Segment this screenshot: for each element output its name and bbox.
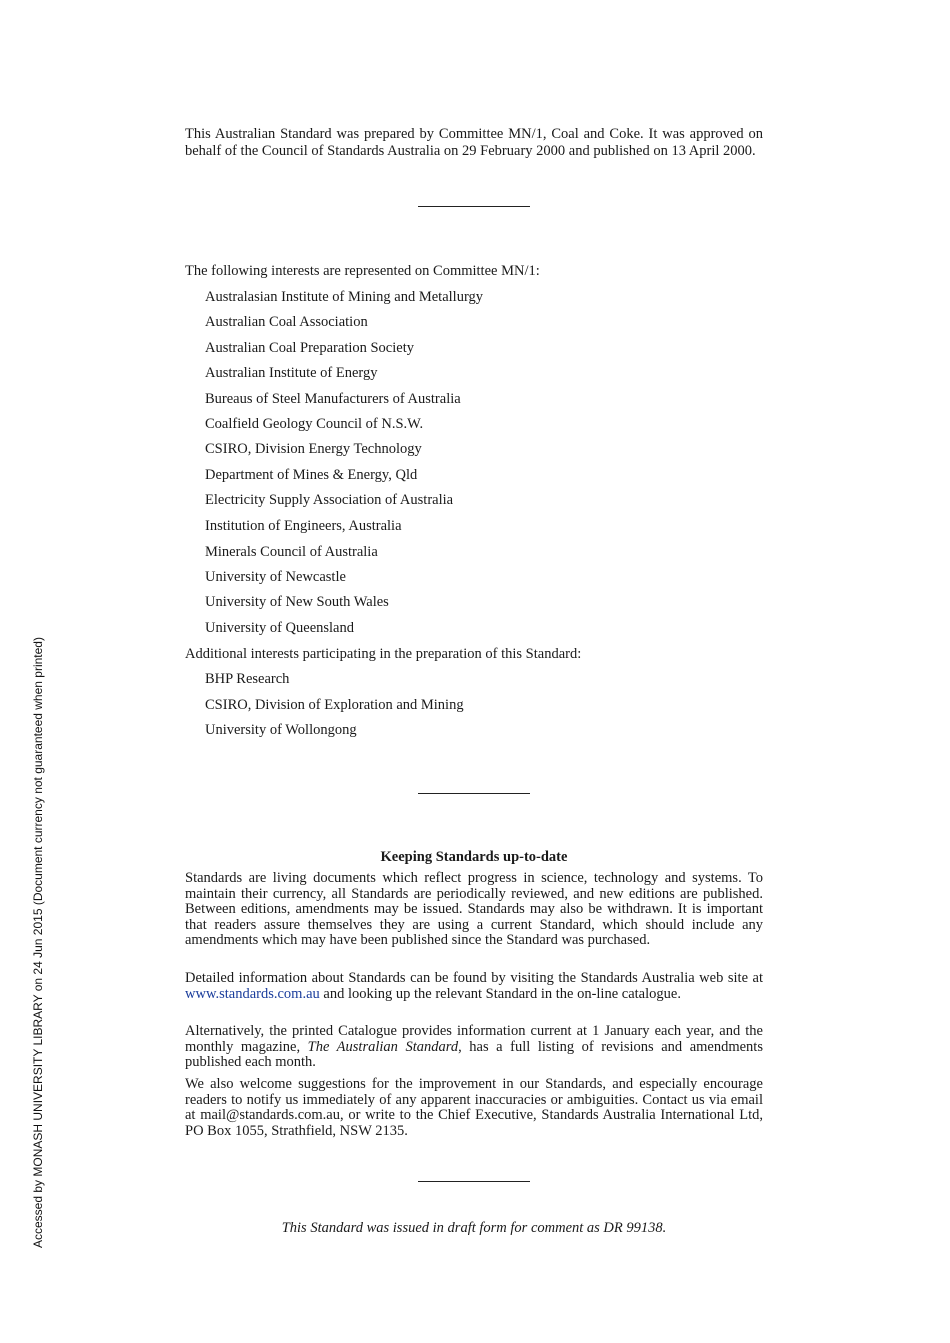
- approval-statement: This Australian Standard was prepared by Committee MN/1, Coal and Coke. It was approved on behalf of the Council of Standards Australia on 29 February 2000 and published on 13 April 2000.: [185, 126, 763, 159]
- additional-member: University of Wollongong: [205, 722, 357, 738]
- additional-member: CSIRO, Division of Exploration and Mining: [205, 697, 464, 713]
- access-watermark: Accessed by MONASH UNIVERSITY LIBRARY on 24 Jun 2015 (Document currency not guaranteed when printed): [31, 637, 45, 1248]
- committee-member: CSIRO, Division Energy Technology: [205, 441, 422, 457]
- committee-member: University of New South Wales: [205, 594, 389, 610]
- committee-member: Australian Coal Preparation Society: [205, 340, 414, 356]
- divider: [418, 206, 530, 207]
- paragraph-text: and looking up the relevant Standard in the on-line catalogue.: [319, 985, 681, 1002]
- committee-member: Australasian Institute of Mining and Metallurgy: [205, 289, 484, 305]
- committee-member: Electricity Supply Association of Australia: [205, 492, 454, 508]
- keeping-paragraph-3: [185, 1024, 763, 1071]
- standards-website-link[interactable]: www.standards.com.au: [185, 985, 320, 1002]
- committee-member: Australian Coal Association: [205, 314, 368, 330]
- committee-member: University of Queensland: [205, 620, 354, 636]
- committee-member: Coalfield Geology Council of N.S.W.: [205, 416, 424, 432]
- keeping-standards-title: Keeping Standards up-to-date: [380, 849, 568, 865]
- committee-member: University of Newcastle: [205, 569, 346, 585]
- additional-heading: Additional interests participating in the preparation of this Standard:: [185, 646, 582, 662]
- additional-member: BHP Research: [205, 671, 290, 687]
- committee-member: Institution of Engineers, Australia: [205, 518, 402, 534]
- divider: [418, 793, 530, 794]
- paragraph-text: , has a full listing of revisions and amendments published each month.: [185, 1038, 763, 1071]
- divider: [418, 1181, 530, 1182]
- committee-member: Bureaus of Steel Manufacturers of Australia: [205, 391, 461, 407]
- keeping-paragraph-1: Standards are living documents which reflect progress in science, technology and systems. To maintain their currency, all Standards are periodically reviewed, and new editions are published. Between editions, amendments may be issued. Standards may also be withdrawn. It is important that readers assure themselves they are using a current Standard, which should include any amendments which may have been published since the Standard was purchased.: [185, 870, 763, 949]
- magazine-title: The Australian Standard: [307, 1038, 459, 1055]
- paragraph-text: Alternatively, the printed Catalogue provides information current at 1 January each year, and the monthly magazine,: [185, 1023, 763, 1055]
- paragraph-text: Detailed information about Standards can be found by visiting the Standards Australia web site at: [185, 970, 763, 986]
- committee-heading: The following interests are represented on Committee MN/1:: [185, 263, 540, 279]
- draft-notice: This Standard was issued in draft form for comment as DR 99138.: [281, 1220, 667, 1236]
- committee-member: Minerals Council of Australia: [205, 544, 378, 560]
- committee-member: Australian Institute of Energy: [205, 365, 378, 381]
- keeping-paragraph-4: We also welcome suggestions for the improvement in our Standards, and especially encourage readers to notify us immediately of any apparent inaccuracies or ambiguities. Contact us via email at mail@standards.com.au, or write to the Chief Executive, Standards Australia International Ltd, PO Box 1055, Strathfield, NSW 2135.: [185, 1076, 763, 1139]
- committee-member: Department of Mines & Energy, Qld: [205, 467, 418, 483]
- keeping-paragraph-2: [185, 971, 763, 1002]
